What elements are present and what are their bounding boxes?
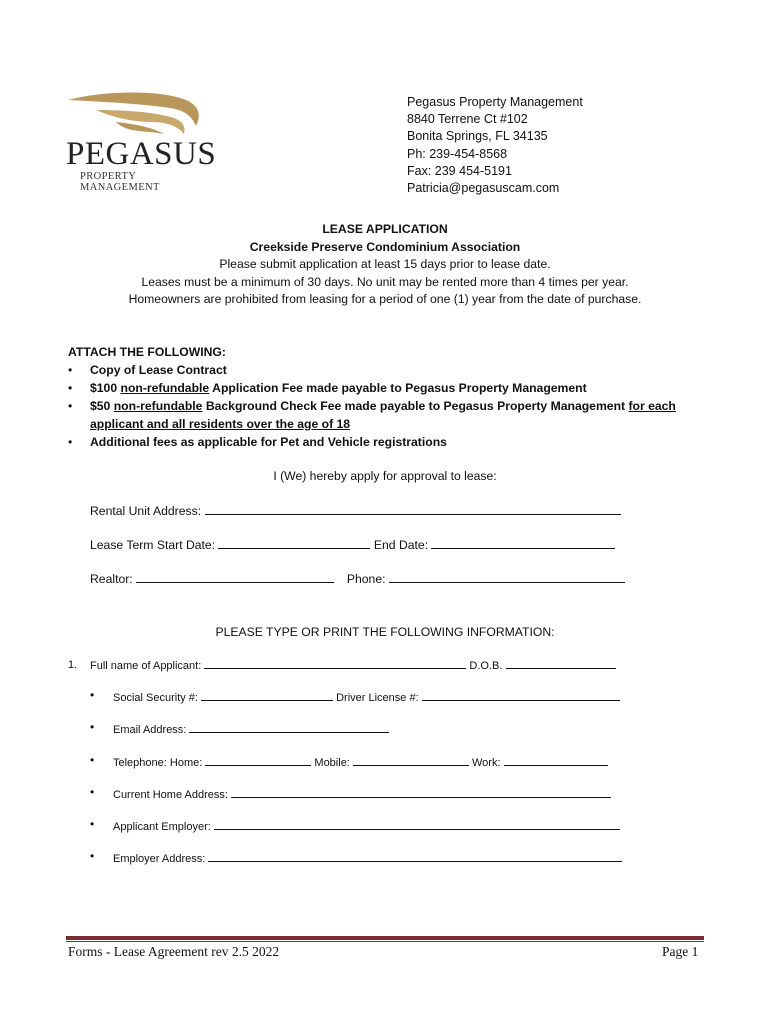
work-field[interactable]: [504, 754, 608, 766]
title-block: [0, 221, 770, 309]
note-minimum: Leases must be a minimum of 30 days. No unit may be rented more than 4 times per year.: [141, 274, 629, 289]
apply-statement: I (We) hereby apply for approval to lease:: [273, 469, 497, 483]
company-phone: Ph: 239-454-8568: [407, 146, 508, 161]
applicant-name-label: Full name of Applicant:: [90, 660, 202, 672]
license-label: Driver License #:: [336, 692, 419, 704]
employer-row: [113, 818, 620, 835]
association-name: Creekside Preserve Condominium Association: [249, 239, 521, 254]
applicant-name-field[interactable]: [204, 657, 466, 669]
applicant-name-row: [90, 657, 616, 674]
home-phone-field[interactable]: [205, 754, 311, 766]
pegasus-logo: [66, 92, 217, 193]
bullet-icon: •: [90, 849, 95, 863]
bullet-icon: •: [90, 785, 95, 799]
ssn-field[interactable]: [201, 689, 333, 701]
rental-address-row: [90, 503, 621, 519]
list-item: • $100 non-refundable Application Fee made payable to Pegasus Property Management: [68, 379, 688, 397]
dob-field[interactable]: [506, 657, 616, 669]
rental-address-label: Rental Unit Address:: [90, 504, 202, 518]
company-city: Bonita Springs, FL 34135: [407, 129, 548, 144]
employer-address-field[interactable]: [208, 850, 622, 862]
realtor-field[interactable]: [136, 571, 334, 583]
company-street: 8840 Terrene Ct #102: [407, 112, 528, 127]
realtor-row: [90, 571, 625, 587]
license-field[interactable]: [422, 689, 620, 701]
note-submit: Please submit application at least 15 days prior to lease date.: [219, 257, 551, 272]
footer-form-id: Forms - Lease Agreement rev 2.5 2022: [68, 944, 280, 959]
attach-heading: ATTACH THE FOLLOWING:: [68, 345, 226, 359]
lease-term-row: [90, 537, 615, 553]
applicant-number: 1.: [68, 659, 78, 671]
wing-icon: [66, 92, 212, 142]
bullet-icon: •: [90, 688, 95, 702]
ssn-row: [113, 689, 620, 706]
company-fax: Fax: 239 454-5191: [407, 163, 512, 178]
home-phone-label: Telephone: Home:: [113, 757, 203, 769]
note-prohibited: Homeowners are prohibited from leasing for a period of one (1) year from the date of purchase.: [128, 292, 642, 307]
home-address-row: [113, 786, 611, 803]
employer-address-label: Employer Address:: [113, 853, 206, 865]
mobile-field[interactable]: [353, 754, 469, 766]
email-label: Email Address:: [113, 724, 187, 736]
company-name: Pegasus Property Management: [407, 95, 583, 109]
logo-subtitle: PROPERTY MANAGEMENT: [80, 171, 160, 193]
ssn-label: Social Security #:: [113, 692, 198, 704]
rental-address-field[interactable]: [205, 503, 621, 515]
footer-page-number: Page 1: [662, 944, 699, 959]
lease-start-label: Lease Term Start Date:: [90, 538, 216, 552]
footer-divider-thin: [66, 941, 704, 942]
company-email: Patricia@pegasuscam.com: [407, 181, 560, 196]
list-item: • Additional fees as applicable for Pet and Vehicle registrations: [68, 433, 688, 451]
lease-end-label: End Date:: [373, 538, 429, 552]
realtor-phone-field[interactable]: [389, 571, 625, 583]
home-address-label: Current Home Address:: [113, 789, 228, 801]
mobile-label: Mobile:: [314, 757, 350, 769]
bullet-icon: •: [90, 720, 95, 734]
employer-label: Applicant Employer:: [113, 821, 211, 833]
logo-wordmark: PEGASUS: [66, 136, 217, 172]
employer-address-row: [113, 850, 622, 867]
realtor-phone-label: Phone:: [346, 572, 386, 586]
telephone-row: [113, 754, 608, 771]
email-row: [113, 721, 389, 738]
bullet-icon: •: [90, 753, 95, 767]
lease-end-field[interactable]: [431, 537, 615, 549]
footer-divider: [66, 936, 704, 940]
work-label: Work:: [472, 757, 501, 769]
home-address-field[interactable]: [231, 786, 611, 798]
info-heading: PLEASE TYPE OR PRINT THE FOLLOWING INFORMATION:: [215, 625, 555, 639]
list-item: • Copy of Lease Contract: [68, 361, 688, 379]
realtor-label: Realtor:: [90, 572, 133, 586]
email-field[interactable]: [189, 721, 389, 733]
list-item: • $50 non-refundable Background Check Fee made payable to Pegasus Property Management for each applicant and all residents over the age of 18: [68, 397, 688, 433]
page-title: LEASE APPLICATION: [322, 222, 448, 236]
attach-section: [68, 343, 688, 451]
dob-label: D.O.B.: [469, 660, 503, 672]
bullet-icon: •: [90, 817, 95, 831]
lease-start-field[interactable]: [218, 537, 370, 549]
contact-block: [407, 94, 583, 197]
employer-field[interactable]: [214, 818, 620, 830]
